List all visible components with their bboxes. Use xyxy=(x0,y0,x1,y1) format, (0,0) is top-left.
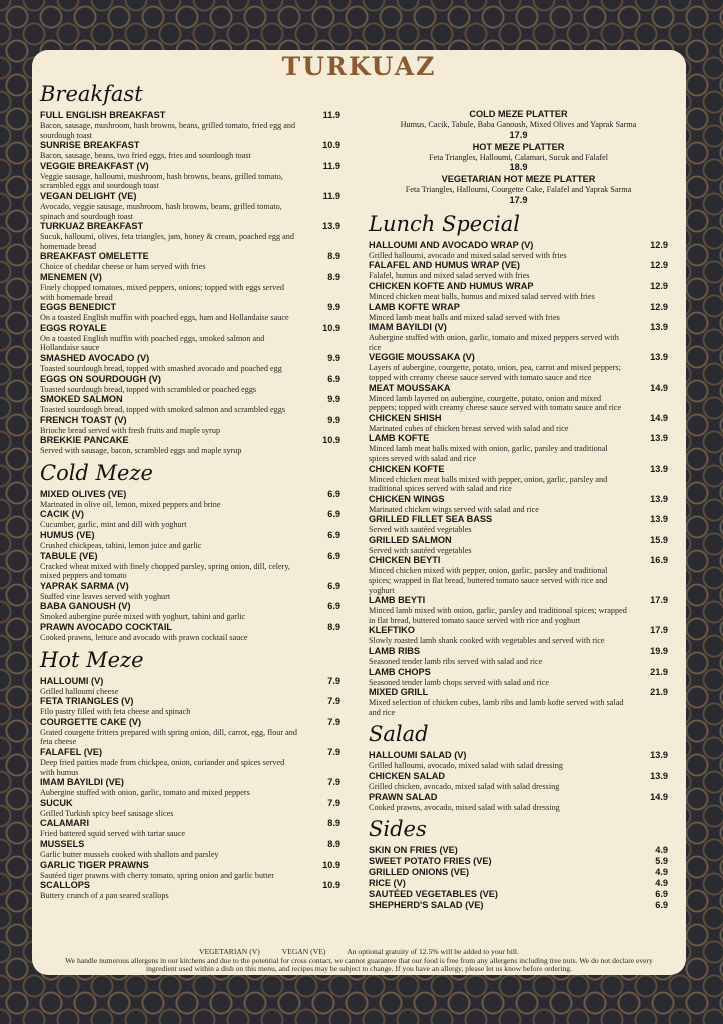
item-price: 10.9 xyxy=(322,322,340,333)
item-price: 19.9 xyxy=(650,646,668,657)
item-price: 14.9 xyxy=(650,382,668,393)
platter-name: COLD MEZE PLATTER xyxy=(469,109,568,119)
item-description: Aubergine stuffed with onion, garlic, tomato and mixed peppers xyxy=(40,788,250,798)
item-description: Minced chicken meat balls mixed with pepper, onion, garlic, parsley and traditional spices served with salad and rice xyxy=(369,474,608,494)
item-name: CHICKEN KOFTE xyxy=(369,463,445,474)
menu-item xyxy=(369,845,668,856)
menu-item xyxy=(369,383,668,413)
item-price: 6.9 xyxy=(655,889,668,900)
item-price: 13.9 xyxy=(650,514,668,525)
menu-item xyxy=(40,717,340,747)
menu-item xyxy=(369,900,668,911)
item-name: CHICKEN SHISH xyxy=(369,412,442,423)
item-price: 12.9 xyxy=(650,280,668,291)
item-name: CHICKEN BEYTI xyxy=(369,555,441,566)
item-price: 21.9 xyxy=(650,687,668,698)
menu-item xyxy=(40,860,340,881)
item-price: 7.9 xyxy=(327,747,340,757)
platter-name: VEGETARIAN HOT MEZE PLATTER xyxy=(441,174,596,185)
item-price: 4.9 xyxy=(655,845,668,856)
item-name: FRENCH TOAST (V) xyxy=(40,414,127,425)
platter-description: Feta Triangles, Halloumi, Courgette Cake, Falafel and Yaprak Sarma xyxy=(405,185,632,195)
menu-item xyxy=(369,771,668,792)
item-name: HALLOUMI (V) xyxy=(40,675,104,686)
item-name: GRILLED FILLET SEA BASS xyxy=(369,514,493,525)
item-description: Served with sautéed vegetables xyxy=(369,525,472,535)
item-description: Served with sausage, bacon, scrambled eggs and maple syrup xyxy=(40,446,242,456)
item-price: 11.9 xyxy=(322,190,340,201)
item-name: LAMB RIBS xyxy=(369,646,421,657)
item-price: 7.9 xyxy=(327,696,340,707)
menu-item xyxy=(40,435,340,456)
item-description: Served with sautéed vegetables xyxy=(369,545,472,555)
item-description: Avocado, veggie sausage, mushroom, hash browns, beans, grilled tomato, spinach and sourdough toast xyxy=(40,201,282,221)
item-price: 9.9 xyxy=(327,302,340,313)
platter-name: HOT MEZE PLATTER xyxy=(472,141,565,152)
menu-item xyxy=(369,878,668,889)
menu-item xyxy=(369,302,668,323)
item-description: On a toasted English muffin with poached eggs, ham and Hollandaise sauce xyxy=(40,313,289,323)
menu-item xyxy=(369,494,668,515)
menu-item xyxy=(369,867,668,878)
item-description: Fried battered squid served with tartar sauce xyxy=(40,829,186,839)
platter-item xyxy=(369,142,668,174)
item-price: 13.9 xyxy=(650,493,668,504)
item-description: Seasoned tender lamb chops served with salad and rice xyxy=(369,677,550,687)
item-price: 6.9 xyxy=(327,373,340,384)
menu-item xyxy=(40,601,340,622)
item-price: 13.9 xyxy=(322,221,340,232)
item-description: Sucuk, halloumi, olives, feta triangles, jam, honey & cream, poached egg and homemade bread xyxy=(40,232,294,251)
menu-item xyxy=(369,322,668,352)
item-description: Grilled halloumi, avocado, mixed salad with salad dressing xyxy=(369,761,563,771)
menu-item xyxy=(40,839,340,860)
item-price: 13.9 xyxy=(650,771,668,781)
item-description: Veggie sausage, halloumi, mushroom, hash browns, beans, grilled tomato, scrambled eggs and sourdough toast xyxy=(40,171,283,191)
menu-item xyxy=(40,140,340,161)
item-price: 11.9 xyxy=(322,160,340,171)
platter-list xyxy=(369,109,668,206)
menu-item xyxy=(369,260,668,281)
item-description: Deep fried patties made from chickpea, onion, coriander and spices served with humus xyxy=(40,758,285,777)
item-name: GARLIC TIGER PRAWNS xyxy=(40,859,149,870)
item-price: 12.9 xyxy=(650,301,668,312)
platter-description: Humus, Cacik, Tabule, Baba Ganoush, Mixed Olives and Yaprak Sarma xyxy=(400,120,637,129)
cold-meze-list xyxy=(40,489,340,643)
item-price: 10.9 xyxy=(322,140,340,151)
item-description: Toasted sourdough bread, topped with smashed avocado and poached egg xyxy=(40,363,282,373)
item-description: Smoked aubergine purée mixed with yoghurt, tahini and garlic xyxy=(40,612,246,622)
item-description: Filo pastry filled with feta cheese and spinach xyxy=(40,707,191,717)
item-name: VEGGIE BREAKFAST (V) xyxy=(40,160,149,171)
item-name: CHICKEN KOFTE AND HUMUS WRAP xyxy=(369,280,534,291)
item-description: Bacon, sausage, beans, two fried eggs, fries and sourdough toast xyxy=(40,151,251,161)
menu-item xyxy=(40,302,340,323)
item-description: Toasted sourdough bread, topped with scrambled or poached eggs xyxy=(40,384,257,394)
salad-list xyxy=(369,750,668,812)
item-description: Cracked wheat mixed with finely chopped parsley, spring onion, dill, celery, mixed peppers and tomato xyxy=(40,561,290,581)
item-name: FALAFEL AND HUMUS WRAP (VE) xyxy=(369,260,520,271)
item-name: LAMB CHOPS xyxy=(369,666,431,677)
section-title-hot-meze: Hot Meze xyxy=(40,647,144,672)
menu-item xyxy=(40,394,340,415)
item-description: Stuffed vine leaves served with yoghurt xyxy=(40,591,171,601)
menu-item xyxy=(369,413,668,434)
item-name: HALLOUMI AND AVOCADO WRAP (V) xyxy=(369,239,534,250)
item-name: MUSSELS xyxy=(40,838,85,849)
menu-item xyxy=(40,191,340,221)
item-description: Garlic butter mussels cooked with shallots and parsley xyxy=(40,849,219,859)
item-name: SWEET POTATO FRIES (VE) xyxy=(369,856,492,867)
menu-panel xyxy=(32,50,686,975)
menu-item xyxy=(40,798,340,819)
item-price: 7.9 xyxy=(327,797,340,808)
right-column xyxy=(369,109,668,911)
platter-price: 18.9 xyxy=(509,162,528,173)
item-description: Marinated in olive oil, lemon, mixed peppers and brine xyxy=(40,499,221,509)
item-price: 9.9 xyxy=(327,394,340,405)
menu-item xyxy=(369,464,668,494)
item-name: HUMUS (VE) xyxy=(40,530,95,541)
item-name: SUNRISE BREAKFAST xyxy=(40,140,140,151)
item-name: VEGGIE MOUSSAKA (V) xyxy=(369,352,475,363)
platter-item xyxy=(369,109,668,141)
item-name: SAUTÉED VEGETABLES (VE) xyxy=(369,889,498,900)
item-name: BREKKIE PANCAKE xyxy=(40,435,129,446)
item-name: CHICKEN SALAD xyxy=(369,771,446,781)
item-price: 8.9 xyxy=(327,818,340,829)
item-name: LAMB BEYTI xyxy=(369,595,426,606)
item-price: 12.9 xyxy=(650,239,668,250)
item-name: HALLOUMI SALAD (V) xyxy=(369,750,467,761)
menu-item xyxy=(40,880,340,901)
menu-item xyxy=(369,514,668,535)
menu-item xyxy=(369,352,668,382)
menu-item xyxy=(40,530,340,551)
item-name: MEAT MOUSSAKA xyxy=(369,382,451,393)
item-price: 6.9 xyxy=(327,550,340,561)
item-name: LAMB KOFTE WRAP xyxy=(369,301,460,312)
menu-item xyxy=(369,792,668,813)
item-description: Grated courgette fritters prepared with spring onion, dill, carrot, egg, flour and feta cheese xyxy=(40,727,297,747)
item-name: CHICKEN WINGS xyxy=(369,493,445,504)
item-price: 6.9 xyxy=(327,530,340,541)
menu-item xyxy=(40,374,340,395)
item-price: 10.9 xyxy=(322,435,340,446)
menu-item xyxy=(40,415,340,436)
item-price: 7.9 xyxy=(327,777,340,788)
item-name: SKIN ON FRIES (VE) xyxy=(369,845,458,856)
breakfast-list xyxy=(40,110,340,456)
item-name: RICE (V) xyxy=(369,878,406,889)
allergy-note: We handle numerous allergens in our kitchens and due to the potential for cross contact, we cannot guarantee that our food is free from any allergens including tree nuts. We do not declare every ingredient used within a dish on this menu, and recipes may be subject to change. If you have an allergy, please let us know before ordering. xyxy=(65,955,653,974)
menu-item xyxy=(40,110,340,140)
menu-item xyxy=(369,281,668,302)
item-description: Minced lamb mixed with onion, garlic, parsley and traditional spices; wrapped in flat bread, buttered tomato sauce served with rice and yoghurt xyxy=(369,606,627,625)
item-price: 6.9 xyxy=(327,601,340,612)
item-description: Seasoned tender lamb ribs served with salad and rice xyxy=(369,657,543,667)
item-price: 16.9 xyxy=(650,555,668,566)
item-name: KLEFTIKO xyxy=(369,625,415,636)
menu-item xyxy=(40,622,340,643)
item-name: BABA GANOUSH (V) xyxy=(40,601,131,612)
item-name: MIXED OLIVES (VE) xyxy=(40,488,127,499)
item-name: GRILLED SALMON xyxy=(369,534,452,545)
item-name: EGGS ROYALE xyxy=(40,322,107,333)
item-description: Cooked prawns, avocado, mixed salad with salad dressing xyxy=(369,802,560,812)
item-description: Crushed chickpeas, tahini, lemon juice and garlic xyxy=(40,541,202,551)
item-price: 13.9 xyxy=(650,750,668,761)
item-name: CACIK (V) xyxy=(40,509,84,520)
item-description: Mixed selection of chicken cubes, lamb ribs and lamb kofte served with salad and rice xyxy=(369,698,624,717)
menu-item xyxy=(369,750,668,771)
menu-item xyxy=(40,161,340,191)
item-name: TABULE (VE) xyxy=(40,550,98,561)
footer-notes xyxy=(52,948,666,974)
item-description: Finely chopped tomatoes, mixed peppers, onions; topped with eggs served with homemade bread xyxy=(40,282,284,302)
section-title-cold-meze: Cold Meze xyxy=(40,460,153,485)
item-name: COURGETTE CAKE (V) xyxy=(40,716,142,727)
item-description: Choice of cheddar cheese or ham served with fries xyxy=(40,262,206,272)
item-name: SMOKED SALMON xyxy=(40,394,123,405)
item-name: PRAWN AVOCADO COCKTAIL xyxy=(40,622,173,633)
item-name: CALAMARI xyxy=(40,818,89,829)
menu-item xyxy=(40,353,340,374)
item-description: Minced chicken meat balls, humus and mixed salad served with fries xyxy=(369,291,595,301)
menu-item xyxy=(40,747,340,777)
item-description: Marinated chicken wings served with salad and rice xyxy=(369,504,539,514)
vegan-legend: VEGAN (VE) xyxy=(281,947,326,956)
menu-item xyxy=(40,676,340,697)
gratuity-note: An optional gratuity of 12.5% will be added to your bill. xyxy=(347,947,519,956)
menu-item xyxy=(40,221,340,251)
menu-item xyxy=(369,535,668,556)
menu-item xyxy=(369,555,668,595)
item-price: 21.9 xyxy=(650,666,668,677)
item-description: Grilled Turkish spicy beef sausage slices xyxy=(40,808,174,818)
menu-item xyxy=(369,687,668,717)
item-price: 17.9 xyxy=(650,625,668,636)
lunch-special-list xyxy=(369,240,668,718)
item-price: 10.9 xyxy=(322,880,340,891)
item-description: Minced lamb meat balls mixed with onion, garlic, parsley and traditional spices served with salad and rice xyxy=(369,444,608,463)
menu-item xyxy=(369,240,668,261)
item-price: 7.9 xyxy=(327,716,340,727)
menu-item xyxy=(40,818,340,839)
item-name: SCALLOPS xyxy=(40,880,91,891)
item-price: 4.9 xyxy=(655,878,668,889)
item-name: EGGS ON SOURDOUGH (V) xyxy=(40,373,161,384)
item-price: 6.9 xyxy=(327,509,340,520)
item-price: 8.9 xyxy=(327,838,340,849)
item-description: On a toasted English muffin with poached eggs, smoked salmon and Hollandaise sauce xyxy=(40,333,265,353)
item-name: YAPRAK SARMA (V) xyxy=(40,580,129,591)
platter-description: Feta Triangles, Halloumi, Calamari, Sucuk and Falafel xyxy=(429,152,608,162)
item-price: 13.9 xyxy=(650,463,668,474)
menu-item xyxy=(40,251,340,272)
item-name: SMASHED AVOCADO (V) xyxy=(40,352,150,363)
item-description: Grilled halloumi cheese xyxy=(40,686,119,696)
section-title-lunch-special: Lunch Special xyxy=(369,211,520,236)
item-description: Falafel, humus and mixed salad served with fries xyxy=(369,271,530,281)
item-price: 7.9 xyxy=(327,675,340,686)
sides-list xyxy=(369,845,668,911)
item-price: 12.9 xyxy=(650,260,668,271)
item-price: 14.9 xyxy=(650,791,668,802)
item-name: GRILLED ONIONS (VE) xyxy=(369,867,470,878)
menu-item xyxy=(369,625,668,646)
item-name: PRAWN SALAD xyxy=(369,791,438,802)
section-title-breakfast: Breakfast xyxy=(40,82,143,106)
item-name: IMAM BAYILDI (V) xyxy=(369,322,447,333)
menu-item xyxy=(40,581,340,602)
menu-item xyxy=(40,489,340,510)
left-column xyxy=(40,80,340,901)
item-name: LAMB KOFTE xyxy=(369,433,430,444)
item-price: 6.9 xyxy=(327,488,340,499)
item-description: Cooked prawns, lettuce and avocado with prawn cocktail sauce xyxy=(40,633,248,643)
item-price: 8.9 xyxy=(327,271,340,282)
item-description: Brioche bread served with fresh fruits and maple syrup xyxy=(40,425,221,435)
section-title-salad: Salad xyxy=(369,722,429,747)
item-price: 11.9 xyxy=(322,110,340,120)
item-description: Marinated cubes of chicken breast served with salad and rice xyxy=(369,423,569,433)
item-price: 15.9 xyxy=(650,534,668,545)
menu-item xyxy=(40,272,340,302)
item-description: Minced lamb layered on aubergine, courgette, potato, onion and mixed peppers; topped with creamy cheese sauce served with tomato sauce and rice xyxy=(369,393,622,413)
menu-item xyxy=(40,696,340,717)
menu-item xyxy=(369,856,668,867)
item-name: MENEMEN (V) xyxy=(40,271,102,282)
item-description: Toasted sourdough bread, topped with smoked salmon and scrambled eggs xyxy=(40,405,286,415)
item-description: Buttery crunch of a pan seared scallops xyxy=(40,891,169,901)
menu-item xyxy=(369,889,668,900)
menu-item xyxy=(369,646,668,667)
item-name: BREAKFAST OMELETTE xyxy=(40,251,149,262)
brand-logo: TURKUAZ xyxy=(281,52,437,81)
item-price: 8.9 xyxy=(327,251,340,262)
item-name: EGGS BENEDICT xyxy=(40,302,117,313)
item-price: 6.9 xyxy=(327,580,340,591)
menu-item xyxy=(40,323,340,353)
menu-item xyxy=(369,667,668,688)
hot-meze-list xyxy=(40,676,340,901)
item-name: IMAM BAYILDI (VE) xyxy=(40,777,124,788)
item-price: 6.9 xyxy=(655,900,668,911)
platter-price: 17.9 xyxy=(509,194,528,205)
item-name: FULL ENGLISH BREAKFAST xyxy=(40,110,166,120)
item-name: TURKUAZ BREAKFAST xyxy=(40,221,144,232)
menu-item xyxy=(40,777,340,798)
item-name: FETA TRIANGLES (V) xyxy=(40,696,134,707)
section-title-sides: Sides xyxy=(369,817,427,842)
item-name: VEGAN DELIGHT (VE) xyxy=(40,190,137,201)
item-name: SUCUK xyxy=(40,797,73,808)
item-price: 4.9 xyxy=(655,867,668,878)
item-description: Aubergine stuffed with onion, garlic, tomato and mixed peppers served with rice xyxy=(369,333,619,352)
item-price: 17.9 xyxy=(650,595,668,606)
item-name: FALAFEL (VE) xyxy=(40,747,103,757)
item-description: Minced lamb meat balls and mixed salad served with fries xyxy=(369,312,560,322)
menu-item xyxy=(40,551,340,581)
item-price: 13.9 xyxy=(650,322,668,333)
item-description: Bacon, sausage, mushroom, hash browns, beans, grilled tomato, fried egg and sourdough toast xyxy=(40,121,296,140)
item-description: Minced chicken mixed with pepper, onion, garlic, parsley and traditional spices; wrapped in flat bread, buttered tomato sauce served with rice and yoghurt xyxy=(369,566,608,595)
item-price: 9.9 xyxy=(327,352,340,363)
item-price: 13.9 xyxy=(650,433,668,444)
platter-price: 17.9 xyxy=(509,129,528,140)
menu-item xyxy=(40,509,340,530)
menu-item xyxy=(369,433,668,463)
item-price: 8.9 xyxy=(327,622,340,633)
item-name: SHEPHERD'S SALAD (VE) xyxy=(369,900,484,911)
menu-item xyxy=(369,595,668,625)
item-description: Layers of aubergine, courgette, potato, onion, pea, carrot and mixed peppers; topped with creamy cheese sauce served with tomato sauce and rice xyxy=(369,363,621,382)
item-price: 14.9 xyxy=(650,412,668,423)
item-price: 9.9 xyxy=(327,414,340,425)
item-price: 5.9 xyxy=(655,856,668,867)
item-price: 10.9 xyxy=(322,859,340,870)
platter-item xyxy=(369,174,668,206)
item-description: Grilled halloumi, avocado and mixed salad served with fries xyxy=(369,250,567,260)
item-price: 13.9 xyxy=(650,352,668,363)
item-description: Sautéed tiger prawns with cherry tomato, spring onion and garlic butter xyxy=(40,870,274,880)
item-description: Cucumber, garlic, mint and dill with yoghurt xyxy=(40,520,187,530)
item-description: Slowly roasted lamb shank cooked with vegetables and served with rice xyxy=(369,636,605,646)
vegetarian-legend: VEGETARIAN (V) xyxy=(199,947,260,956)
item-name: MIXED GRILL xyxy=(369,687,429,698)
item-description: Grilled chicken, avocado, mixed salad with salad dressing xyxy=(369,782,560,791)
